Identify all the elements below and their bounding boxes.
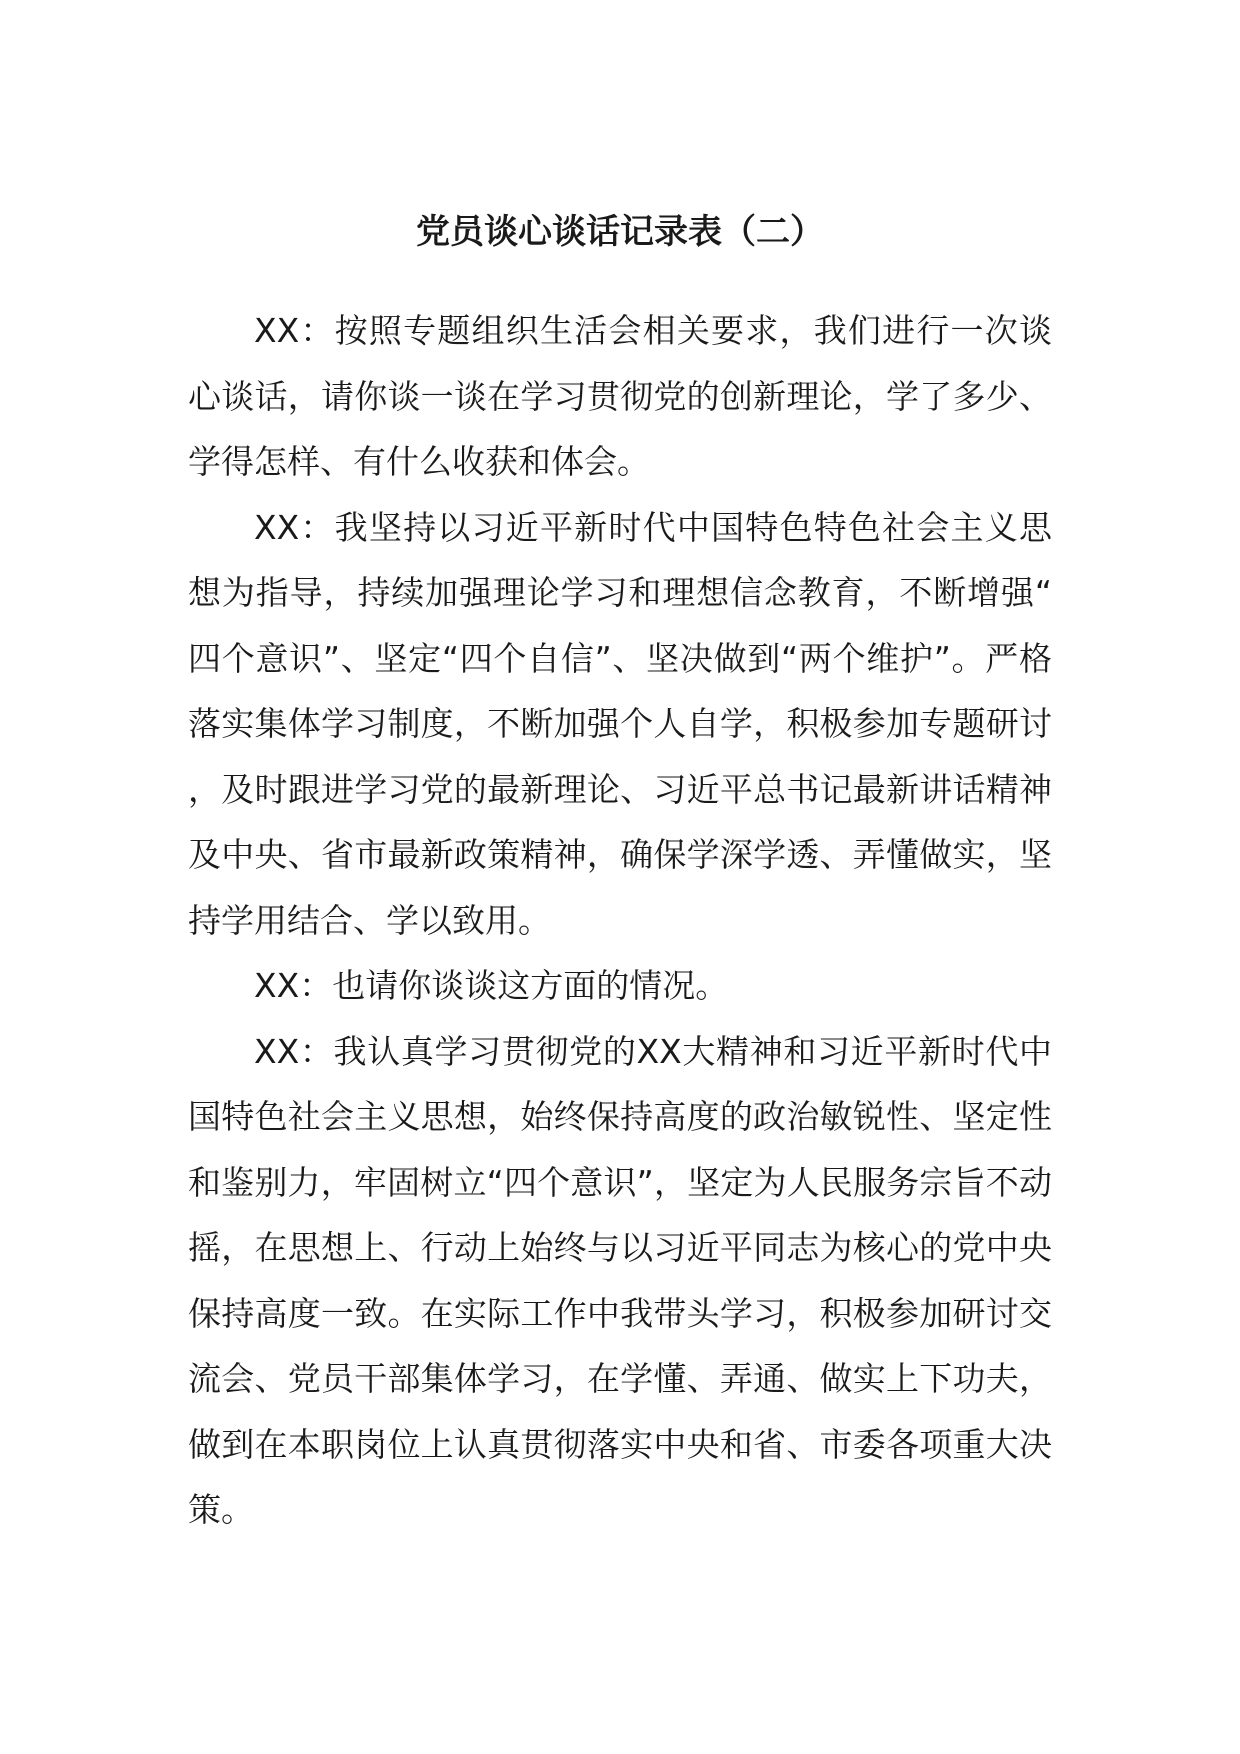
document-title: 党员谈心谈话记录表（二）: [416, 212, 824, 252]
paragraph-response-situation: XX：我认真学习贯彻党的XX大精神和习近平新时代中国特色社会主义思想，始终保持高度的政治敏锐性、坚定性和鉴别力，牢固树立“四个意识”，坚定为人民服务宗旨不动摇，在思想上、行动上始终与以习近平同志为核心的党中央保持高度一致。在实际工作中我带头学习，积极参加研讨交流会、党员干部集体学习，在学懂、弄通、做实上下功夫，做到在本职岗位上认真贯彻落实中央和省、市委各项重大决策。: [188, 1031, 1052, 1529]
document-body: [188, 298, 1052, 1543]
paragraph-request-situation: XX：也请你谈谈这方面的情况。: [254, 966, 729, 1005]
paragraph-request: XX：按照专题组织生活会相关要求，我们进行一次谈心谈话，请你谈一谈在学习贯彻党的创新理论，学了多少、学得怎样、有什么收获和体会。: [188, 311, 1052, 481]
paragraph-response-theory: XX：我坚持以习近平新时代中国特色特色社会主义思想为指导，持续加强理论学习和理想信念教育，不断增强“四个意识”、坚定“四个自信”、坚决做到“两个维护”。严格落实集体学习制度，不断加强个人自学，积极参加专题研讨，及时跟进学习党的最新理论、习近平总书记最新讲话精神及中央、省市最新政策精神，确保学深学透、弄懂做实，坚持学用结合、学以致用。: [188, 507, 1052, 940]
